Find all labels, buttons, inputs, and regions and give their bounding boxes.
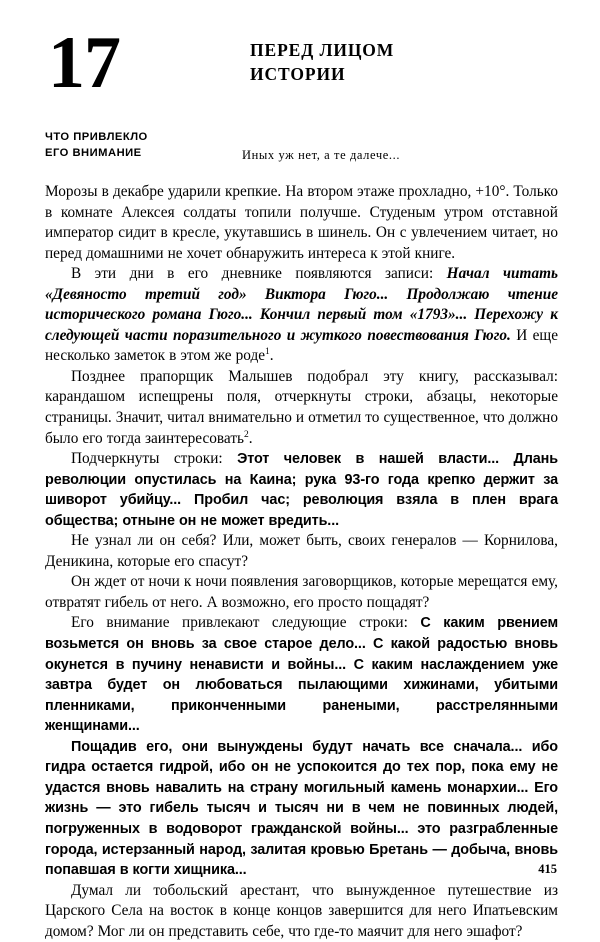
para-run-italic: Начал читать «Девяносто третий год» Виктора Гюго... Продолжаю чтение исторического романа Гюго... Кончил первый том «1793»... Перехожу к следующей части поразительного и жуткого повествования Гюго. (45, 265, 558, 344)
para-run-tail: И еще несколько заметок в этом же роде (45, 326, 558, 365)
footnote-marker[interactable]: 2 (243, 429, 249, 440)
body-text (45, 182, 558, 942)
section-label (45, 130, 148, 161)
paragraph (45, 264, 558, 367)
para-run-tail2: . (248, 429, 253, 447)
section-header (45, 130, 557, 170)
paragraph (45, 613, 558, 736)
chapter-header (45, 22, 557, 118)
para-run-tail2: . (269, 347, 274, 365)
paragraph (45, 881, 558, 942)
section-label-line-1: ЧТО ПРИВЛЕКЛО (45, 131, 148, 143)
paragraph (45, 449, 558, 531)
para-run-lead: В эти дни в его дневнике появляются записи: (71, 265, 447, 283)
para-run-lead: Подчеркнуты строки: (71, 450, 238, 468)
chapter-title-line-1: ПЕРЕД ЛИЦОМ (250, 40, 395, 60)
para-run-bold: Пощадив его, они вынуждены будут начать все сначала... ибо гидра остается гидрой, ибо он не успокоится до тех пор, пока ему не удастся вновь навалить на страну могильный камень монархии... Его жизнь — это гибель тысяч и тысяч ни в чем не повинных людей, погруженных в водоворот гражданской войны... это разграбленные города, истерзанный народ, залитая кровью Бретань — добыча, вновь попавшая в когти хищника... (45, 738, 558, 879)
para-run-lead: Его внимание привлекают следующие строки: (71, 614, 421, 632)
para-run-lead: Позднее прапорщик Малышев подобрал эту книгу, рассказывал: карандашом испещрены поля, отчеркнуты строки, абзацы, некоторые страницы. Значит, читал внимательно и отметил то существенное, что должно было его тогда заинтересовать (45, 367, 558, 447)
section-label-line-2: ЕГО ВНИМАНИЕ (45, 146, 142, 159)
epigraph: Иных уж нет, а те далече... (242, 148, 401, 162)
para-run-bold: С каким рвением возьмется он вновь за свое старое дело... С какой радостью вновь окунется в пучину ненависти и войны... С каким наслаждением уже завтра будет он любоваться пылающими хижинами, убитыми пленниками, приконченными ранеными, расстрелянными женщинами... (45, 615, 559, 735)
paragraph (45, 737, 558, 881)
paragraph (45, 531, 558, 572)
paragraph (45, 572, 558, 613)
paragraph (45, 182, 558, 264)
para-run-text: Думал ли тобольский арестант, что вынужденное путешествие из Царского Села на восток в конце концов завершится для него Ипатьевским домом? Мог ли он представить себе, что где-то маячит для него эшафот? (45, 881, 558, 940)
chapter-number: 17 (48, 22, 120, 104)
footnote-marker[interactable]: 1 (265, 347, 270, 358)
para-run-bold: Этот человек в нашей власти... Длань революции опустилась на Каина; рука 93-го года крепко держит за шиворот убийцу... Пробил час; революция взяла в плен врага общества; отныне он не может вредить... (45, 451, 558, 529)
paragraph (45, 367, 558, 449)
para-run-text: Не узнал ли он себя? Или, может быть, своих генералов — Корнилова, Деникина, которые его спасут? (45, 532, 558, 570)
chapter-title-line-2: ИСТОРИИ (250, 64, 346, 84)
chapter-title (250, 38, 394, 86)
para-run-text: Морозы в декабре ударили крепкие. На втором этаже прохладно, +10°. Только в комнате Алексея солдаты топили получше. Студеным утром отставной император сидит в кресле, укутавшись в шинель. Он с увлечением читает, но перед домашними не хочет обнаружить интереса к этой книге. (45, 183, 558, 262)
para-run-text: Он ждет от ночи к ночи появления заговорщиков, которые мерещатся ему, отвратят гибель от него. А возможно, его просто пощадят? (45, 573, 558, 611)
page-number: 415 (538, 862, 557, 876)
